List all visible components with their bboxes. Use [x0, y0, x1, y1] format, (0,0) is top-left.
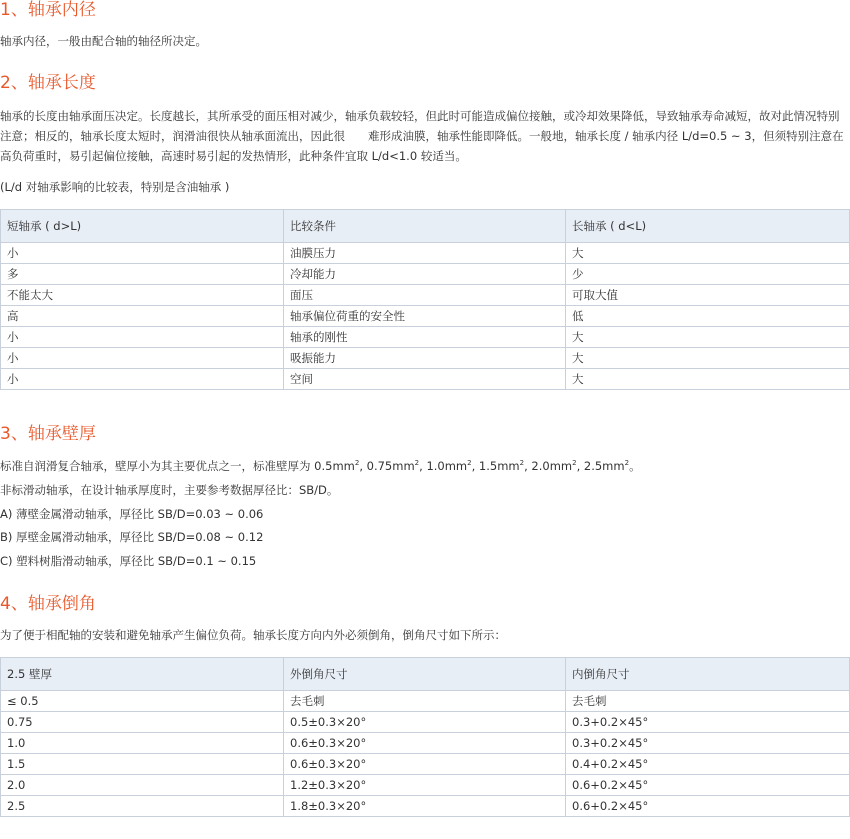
superscript: 2: [519, 459, 525, 468]
table-cell: 高: [1, 306, 284, 327]
table-cell: 大: [566, 369, 850, 390]
non-standard-text: 非标滑动轴承，在设计轴承厚度时，主要参考数据厚径比：SB/D。: [0, 483, 339, 497]
table-row: [1, 733, 850, 754]
inner-diameter-text: 轴承内径，一般由配合轴的轴径所决定。: [0, 34, 207, 48]
header-condition: 比较条件: [284, 210, 566, 243]
table-cell: 0.3+0.2×45°: [566, 712, 850, 733]
table-cell: 0.6±0.3×20°: [284, 733, 566, 754]
table-cell: 大: [566, 348, 850, 369]
thin-wall-ratio: A) 薄壁金属滑动轴承，厚径比 SB/D=0.03 ~ 0.06: [0, 507, 264, 521]
table-cell: 0.5±0.3×20°: [284, 712, 566, 733]
thickness-value: 2.0mm: [531, 459, 573, 473]
superscript: 2: [624, 459, 630, 468]
table-cell: 小: [1, 369, 284, 390]
table-cell: 去毛刺: [284, 691, 566, 712]
superscript: 2: [414, 459, 420, 468]
table-cell: 轴承偏位荷重的安全性: [284, 306, 566, 327]
wall-thickness-standard-line: 标准自润滑复合轴承，壁厚小为其主要优点之一，标准壁厚为 $0.5mm^2$, $0.75mm^2$, $1.0mm^2$, $1.5mm^2$, $2.0mm^2$, $2.5mm^2$。: [0, 459, 641, 473]
thickness-value: 1.0mm: [426, 459, 468, 473]
table-cell: 面压: [284, 285, 566, 306]
table-cell: 轴承的刚性: [284, 327, 566, 348]
header-outer-chamfer: 外倒角尺寸: [284, 658, 566, 691]
table-cell: 可取大值: [566, 285, 850, 306]
table-row: [1, 285, 850, 306]
section-title-inner-diameter: 1、轴承内径: [0, 0, 96, 20]
header-wall-thickness: 2.5 壁厚: [1, 658, 284, 691]
table-row: [1, 306, 850, 327]
thickness-value: 2.5mm: [583, 459, 625, 473]
table-row: [1, 712, 850, 733]
header-long-bearing: 长轴承 ( d<L): [566, 210, 850, 243]
table-cell: 2.5: [1, 796, 284, 817]
table-row: [1, 691, 850, 712]
table-cell: 0.6±0.3×20°: [284, 754, 566, 775]
table-cell: 1.0: [1, 733, 284, 754]
standard-prefix: 标准自润滑复合轴承，壁厚小为其主要优点之一，标准壁厚为: [0, 459, 311, 473]
thickness-value: 0.75mm: [366, 459, 415, 473]
table-cell: 0.4+0.2×45°: [566, 754, 850, 775]
length-comparison-table: [0, 209, 850, 390]
table-cell: 0.75: [1, 712, 284, 733]
table-header-row: [1, 210, 850, 243]
table-cell: 油膜压力: [284, 243, 566, 264]
table-cell: 0.6+0.2×45°: [566, 775, 850, 796]
table-cell: 0.6+0.2×45°: [566, 796, 850, 817]
table-cell: 0.3+0.2×45°: [566, 733, 850, 754]
table-cell: 不能太大: [1, 285, 284, 306]
plastic-resin-ratio: C) 塑料树脂滑动轴承，厚径比 SB/D=0.1 ~ 0.15: [0, 554, 257, 568]
table-cell: 1.8±0.3×20°: [284, 796, 566, 817]
table-cell: 低: [566, 306, 850, 327]
table-cell: 1.5: [1, 754, 284, 775]
table-row: [1, 348, 850, 369]
thickness-value: 1.5mm: [478, 459, 520, 473]
table-cell: 1.2±0.3×20°: [284, 775, 566, 796]
table-cell: 多: [1, 264, 284, 285]
section-title-chamfer: 4、轴承倒角: [0, 594, 96, 614]
table-cell: 空间: [284, 369, 566, 390]
table-cell: 吸振能力: [284, 348, 566, 369]
table-row: [1, 327, 850, 348]
superscript: 2: [572, 459, 577, 468]
table-row: [1, 796, 850, 817]
table-row: [1, 369, 850, 390]
table-cell: 大: [566, 327, 850, 348]
table-cell: ≤ 0.5: [1, 691, 284, 712]
superscript: 2: [467, 459, 472, 468]
table-cell: 2.0: [1, 775, 284, 796]
table-cell: 冷却能力: [284, 264, 566, 285]
table-row: [1, 243, 850, 264]
table-row: [1, 754, 850, 775]
table-row: [1, 264, 850, 285]
table-cell: 小: [1, 348, 284, 369]
chamfer-text: 为了便于相配轴的安装和避免轴承产生偏位负荷。轴承长度方向内外必须倒角，倒角尺寸如下所示：: [0, 628, 506, 642]
thickness-value: 0.5mm: [314, 459, 355, 473]
line-end: 。: [629, 459, 641, 473]
section-title-length: 2、轴承长度: [0, 73, 96, 93]
length-table-note: (L/d 对轴承影响的比较表，特别是含油轴承 ): [0, 180, 230, 194]
superscript: 2: [354, 459, 360, 468]
thick-wall-ratio: B) 厚壁金属滑动轴承，厚径比 SB/D=0.08 ~ 0.12: [0, 530, 264, 544]
table-cell: 少: [566, 264, 850, 285]
table-cell: 去毛刺: [566, 691, 850, 712]
table-cell: 小: [1, 327, 284, 348]
section-title-wall-thickness: 3、轴承壁厚: [0, 424, 96, 444]
header-inner-chamfer: 内倒角尺寸: [566, 658, 850, 691]
table-cell: 大: [566, 243, 850, 264]
table-cell: 小: [1, 243, 284, 264]
chamfer-size-table: [0, 657, 850, 817]
table-row: [1, 775, 850, 796]
header-short-bearing: 短轴承 ( d>L): [1, 210, 284, 243]
table-header-row: [1, 658, 850, 691]
length-text: 轴承的长度由轴承面压决定。长度越长，其所承受的面压相对减少，轴承负载较轻，但此时可能造成偏位接触，或冷却效果降低，导致轴承寿命减短，故对此情况特别注意；相反的，轴承长度太短时，润滑油很快从轴承面流出，因此很 难形成油膜，轴承性能即降低。一般地，轴承长度 / 轴承内径 L/d=0.5 ~ 3，但须特别注意在高负荷重时，易引起偏位接触，高速时易引起的发热情形，此种条件宜取 L/d<1.0 较适当。: [0, 109, 844, 163]
